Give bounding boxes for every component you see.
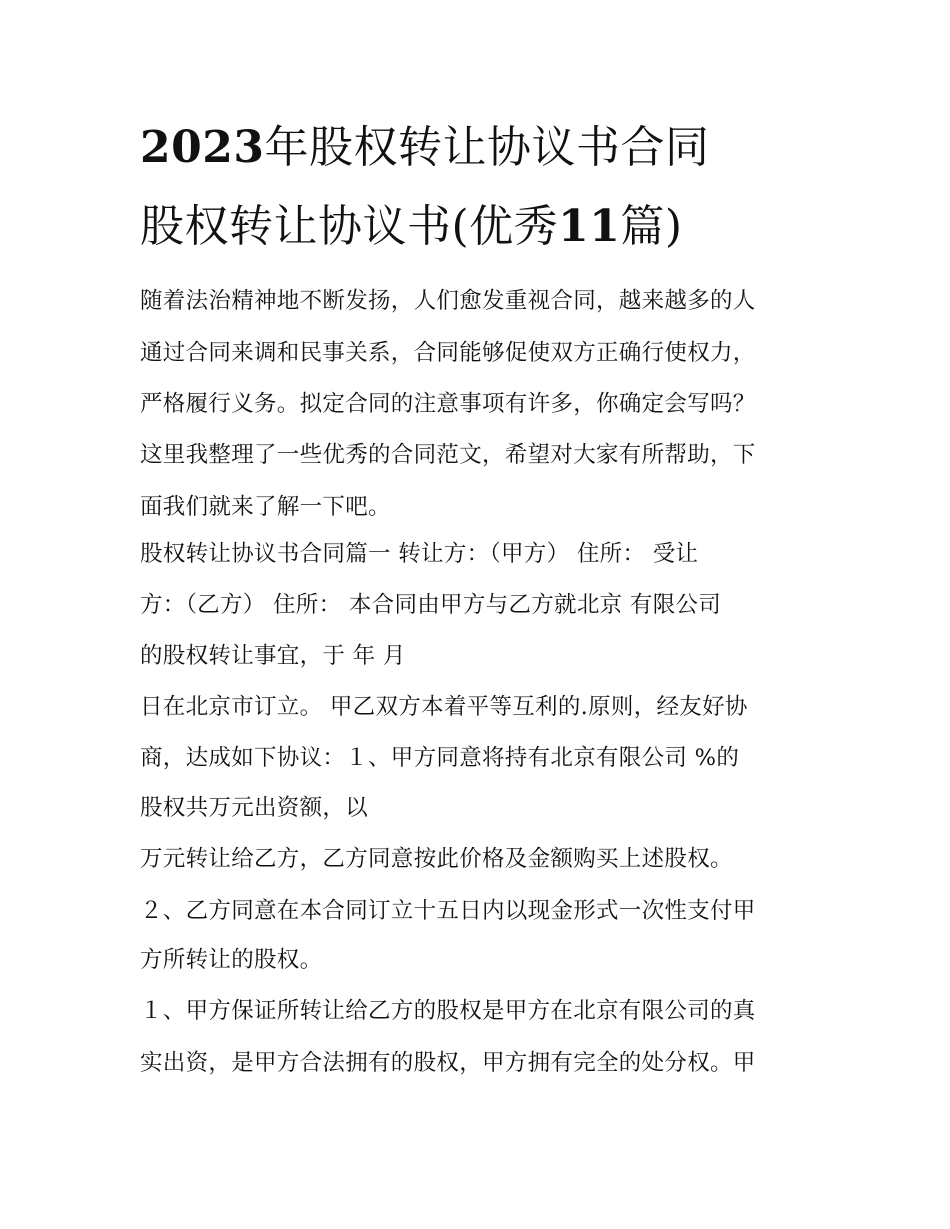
body-line-9: 日在北京市订立。 甲乙双方本着平等互利的.原则，经友好协 — [140, 694, 748, 720]
title-count: 11 — [558, 201, 621, 252]
body-line-15: １、甲方保证所转让给乙方的股权是甲方在北京有限公司的真 — [140, 998, 756, 1024]
body-line-7: 方：（乙方） 住所： 本合同由甲方与乙方就北京 有限公司 — [140, 592, 722, 618]
body-line-16: 实出资，是甲方合法拥有的股权，甲方拥有完全的处分权。甲 — [140, 1050, 756, 1076]
document-title-line-2 — [140, 201, 840, 252]
body-line-11: 股权共万元出资额，以 — [140, 795, 369, 821]
document-title-line-1 — [140, 122, 840, 173]
body-line-13: ２、乙方同意在本合同订立十五日内以现金形式一次性支付甲 — [140, 898, 756, 924]
body-line-14: 方所转让的股权。 — [140, 947, 323, 973]
title-text-2a: 股权转让协议书(优秀 — [140, 201, 559, 252]
body-line-6: 股权转让协议书合同篇一 转让方：（甲方） 住所： 受让 — [140, 541, 699, 567]
body-line-10: 商，达成如下协议：１、甲方同意将持有北京有限公司 %的 — [140, 745, 740, 771]
body-line-2: 通过合同来调和民事关系，合同能够促使双方正确行使权力， — [140, 340, 756, 366]
body-line-1: 随着法治精神地不断发扬，人们愈发重视合同，越来越多的人 — [140, 288, 756, 314]
body-line-8: 的股权转让事宜，于 年 月 — [140, 643, 406, 669]
body-line-4: 这里我整理了一些优秀的合同范文，希望对大家有所帮助，下 — [140, 442, 756, 468]
body-line-12: 万元转让给乙方，乙方同意按此价格及金额购买上述股权。 — [140, 846, 733, 872]
body-line-5: 面我们就来了解一下吧。 — [140, 494, 391, 520]
title-text-1: 年股权转让协议书合同 — [264, 122, 710, 173]
body-line-3: 严格履行义务。拟定合同的注意事项有许多，你确定会写吗？ — [140, 391, 756, 417]
title-text-2b: 篇) — [620, 201, 683, 252]
title-year: 2023 — [140, 122, 265, 173]
